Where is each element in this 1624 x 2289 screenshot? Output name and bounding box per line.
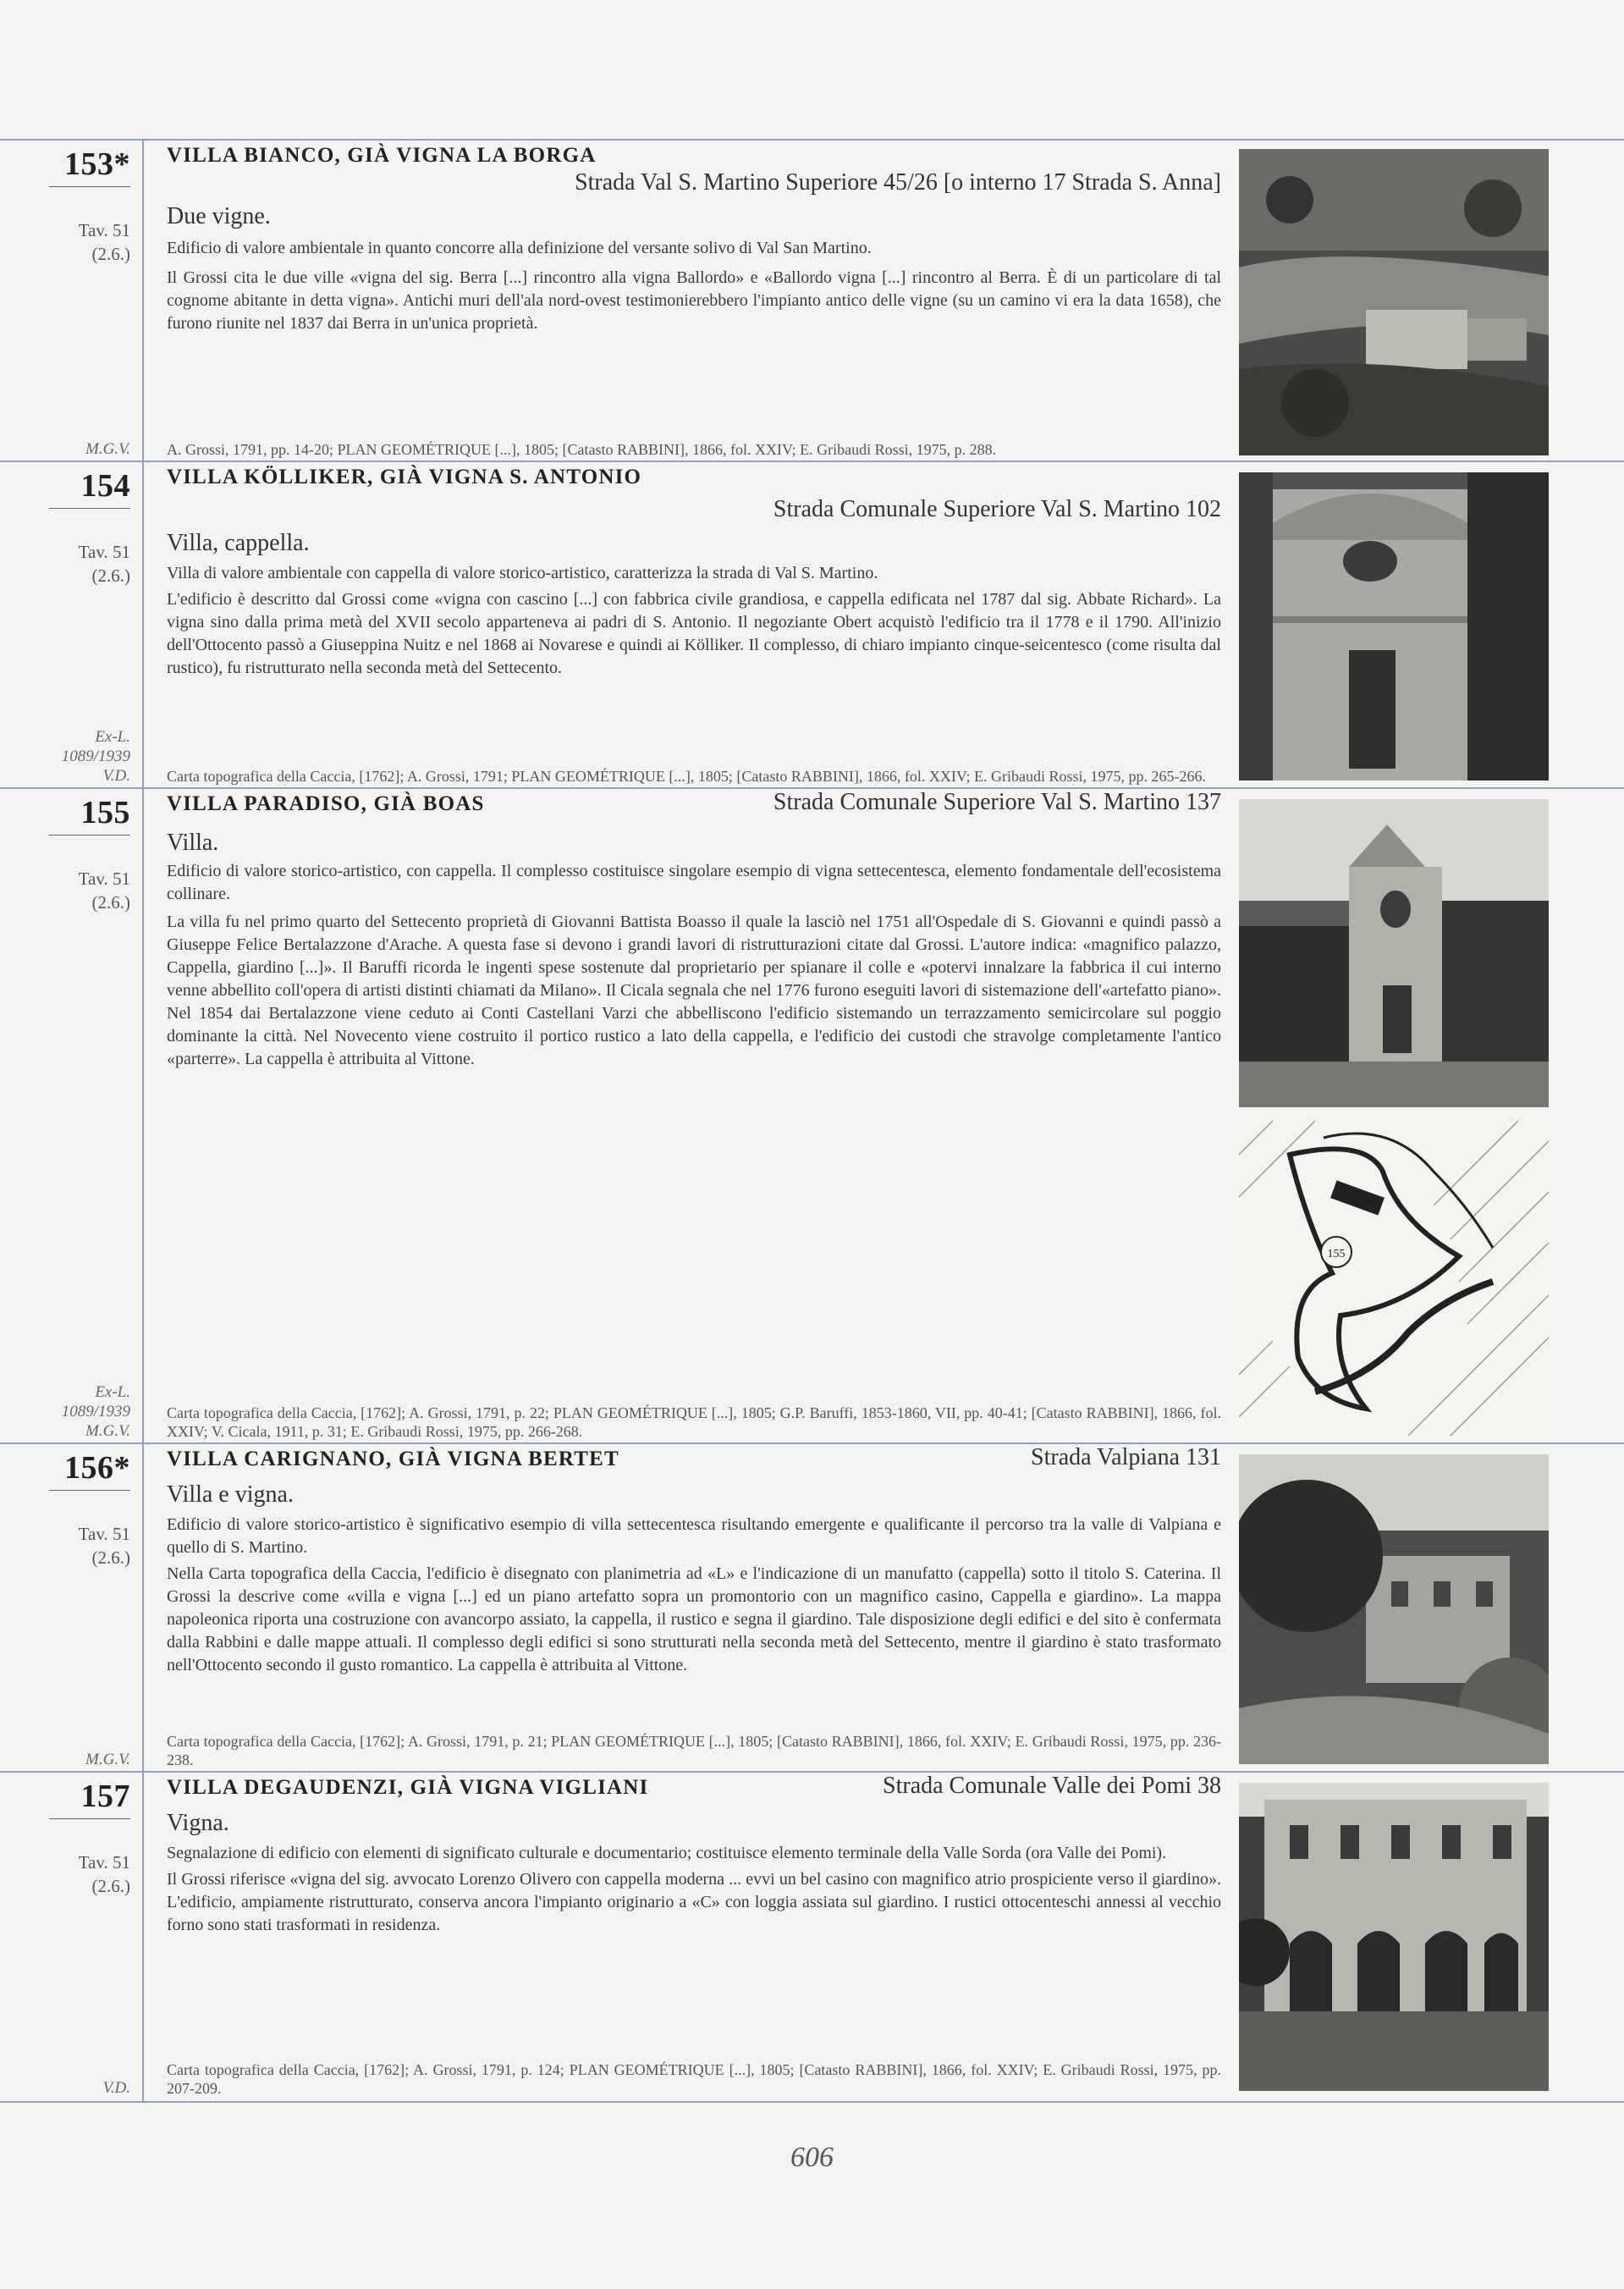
page-number: 606 <box>790 2142 834 2173</box>
entry-sidebar <box>0 462 144 789</box>
plate-reference: Tav. 51 (2.6.) <box>78 1852 130 1896</box>
entry-157 <box>0 1771 1624 2103</box>
paragraph: Nella Carta topografica della Caccia, l'edificio è disegnato con planimetria ad «L» e l'indicazione di un manufatto (cappella) sotto il titolo S. Caterina. Il Grossi la descrive come «villa e vigna [...] ed un piano artefatto sopra un promontorio con un magnifico casino, Cappella e giardino». La mappa napoleonica riporta una costruzione con avancorpo assiato, la cappella, il rustico e segna il giardino. Tale disposizione degli edifici e del sito è confermata dalla Rabbini e dalle mappe attuali. Il complesso degli edifici si sono strutturati nella seconda metà del Settecento, mentre il giardino è stato trasformato nell'Ottocento secondo il gusto romantico. La cappella è attribuita al Vittone. <box>167 1564 1221 1674</box>
plate-reference: Tav. 51 (2.6.) <box>78 542 130 586</box>
paragraph: L'edificio è descritto dal Grossi come «vigna con cascino [...] con fabbrica civile grandiosa, e cappella edificata nel 1787 dal sig. Abbate Richard». La vigna sino dalla prima metà del XVII secolo apparteneva ai padri di S. Antonio. Il negoziante Obert acquistò l'edificio tra il 1778 e il 1790. All'inizio dell'Ottocento passò a Giuseppina Nuitz e nel 1868 ai Novarese e quindi ai Kölliker. Il complesso, di chiaro impianto cinque-seicentesco (come risulta dal rustico), fu ristrutturato nella seconda metà del Settecento. <box>167 590 1221 677</box>
entry-title: VILLA BIANCO, GIÀ VIGNA LA BORGA <box>167 144 597 167</box>
entry-type: Villa e vigna. <box>167 1481 294 1508</box>
entry-address: Strada Comunale Superiore Val S. Martino 137 <box>773 789 1221 815</box>
entry-address: Strada Val S. Martino Superiore 45/26 [o interno 17 Strada S. Anna] <box>575 169 1221 196</box>
site-map <box>1239 1121 1549 1436</box>
entry-content <box>167 1444 1221 1773</box>
author-initials: Ex-L. 1089/1939 V.D. <box>61 728 130 785</box>
paragraph: Villa di valore ambientale con cappella di valore storico-artistico, caratterizza la strada di Val S. Martino. <box>167 564 878 582</box>
entry-address: Strada Valpiana 131 <box>1031 1444 1221 1470</box>
villa-courtyard-photo <box>1239 1783 1549 2091</box>
entry-154 <box>0 461 1624 789</box>
entry-number: 153* <box>49 146 130 187</box>
entry-title: VILLA KÖLLIKER, GIÀ VIGNA S. ANTONIO <box>167 466 642 488</box>
paragraph: Edificio di valore ambientale in quanto concorre alla definizione del versante solivo di Val San Martino. <box>167 239 872 257</box>
villa-garden-photo <box>1239 1454 1549 1764</box>
entry-address: Strada Comunale Superiore Val S. Martino 102 <box>773 496 1221 522</box>
entry-153 <box>0 139 1624 462</box>
entry-content <box>167 141 1221 462</box>
entry-155 <box>0 787 1624 1444</box>
paragraph: Il Grossi cita le due ville «vigna del sig. Berra [...] rincontro alla vigna Ballordo» e «Ballordo vigna [...] rincontro al Berra. È di un particolare di tal cognome abitante in detta vigna». Antichi muri dell'ala nord-ovest testimonierebbero l'impianto antico delle vigne (su un camino vi era la data 1658), che furono riunite nel 1837 dai Berra in un'unica proprietà. <box>167 268 1221 333</box>
entry-type: Due vigne. <box>167 203 271 229</box>
paragraph: Il Grossi riferisce «vigna del sig. avvocato Lorenzo Olivero con cappella moderna ... evvi un bel casino con magnifico atrio prospiciente verso il giardino». L'edificio, ampiamente ristrutturato, conserva ancora l'impianto originario a «C» con loggia assiata sul giardino. I rustici ottocenteschi annessi al vecchio forno sono stati trasformati in residenza. <box>167 1870 1221 1934</box>
entry-references: A. Grossi, 1791, pp. 14-20; PLAN GEOMÉTRIQUE [...], 1805; [Catasto RABBINI], 1866, fol. XXIV; E. Gribaudi Rossi, 1975, p. 288. <box>167 441 997 458</box>
entry-description <box>167 860 1221 1071</box>
map-label: 155 <box>1327 1248 1346 1260</box>
entry-title: VILLA DEGAUDENZI, GIÀ VIGNA VIGLIANI <box>167 1776 649 1799</box>
chapel-photo <box>1239 472 1549 780</box>
entry-type: Vigna. <box>167 1810 229 1836</box>
villa-photo <box>1239 799 1549 1107</box>
author-initials: M.G.V. <box>85 1751 130 1768</box>
plate-reference: Tav. 51 (2.6.) <box>78 869 130 913</box>
entry-number: 154 <box>49 467 130 509</box>
entry-references: Carta topografica della Caccia, [1762]; A. Grossi, 1791, p. 124; PLAN GEOMÉTRIQUE [...], 1805; [Catasto RABBINI], 1866, fol. XXIV; E. Gribaudi Rossi, 1975, pp. 207-209. <box>167 2061 1221 2097</box>
entry-description <box>167 1842 1221 1937</box>
entry-156 <box>0 1442 1624 1773</box>
entry-number: 157 <box>49 1778 130 1819</box>
entry-title: VILLA CARIGNANO, GIÀ VIGNA BERTET <box>167 1448 619 1470</box>
entry-description <box>167 237 1221 335</box>
entry-title: VILLA PARADISO, GIÀ BOAS <box>167 792 485 815</box>
aerial-photo <box>1239 149 1549 455</box>
entry-content <box>167 1773 1221 2101</box>
entry-sidebar <box>0 1444 144 1773</box>
entry-number: 155 <box>49 794 130 836</box>
entry-description <box>167 1514 1221 1677</box>
paragraph: Edificio di valore storico-artistico, con cappella. Il complesso costituisce singolare esempio di vigna settecentesca, elemento fondamentale dell'ecosistema collinare. <box>167 862 1221 903</box>
paragraph: La villa fu nel primo quarto del Settecento proprietà di Giovanni Battista Boasso il quale la lasciò nel 1751 all'Ospedale di S. Giovanni e quindi passò a Giuseppe Felice Bertalazzone d'Arache. A questa fase si devono i grandi lavori di ristrutturazioni citate dal Grossi. L'autore indica: «magnifico palazzo, Cappella, giardino [...]». Il Baruffi ricorda le ingenti spese sostenute dal proprietario per spianare il colle e «potervi innalzare la fabbrica il cui interno venne abbellito coll'opera di artisti distinti chiamati da Milano». Il Cicala segnala che nel 1776 furono eseguiti lavori di sistemazione dell'«artefatto piano». Nel 1854 dai Bertalazzone viene ceduto ai Conti Castellani Varzi che abbelliscono l'edificio sistemando un terrazzamento semicircolare sul poggio dominante la città. Nel Novecento viene costruito il portico rustico a lato della cappella, e l'edificio dei custodi che stravolge completamente l'antico «parterre». La cappella è attribuita al Vittone. <box>167 913 1221 1068</box>
author-initials: M.G.V. <box>85 440 130 458</box>
author-initials: Ex-L. 1089/1939 M.G.V. <box>61 1383 130 1440</box>
entry-content <box>167 462 1221 789</box>
entry-content <box>167 789 1221 1444</box>
entry-type: Villa. <box>167 830 219 856</box>
entry-type: Villa, cappella. <box>167 530 310 556</box>
entry-address: Strada Comunale Valle dei Pomi 38 <box>883 1773 1221 1799</box>
author-initials: V.D. <box>102 2079 130 2097</box>
entry-sidebar <box>0 1773 144 2101</box>
entry-references: Carta topografica della Caccia, [1762]; A. Grossi, 1791; PLAN GEOMÉTRIQUE [...], 1805; [Catasto RABBINI], 1866, fol. XXIV; E. Gribaudi Rossi, 1975, pp. 265-266. <box>167 768 1206 785</box>
plate-reference: Tav. 51 (2.6.) <box>78 1524 130 1568</box>
paragraph: Edificio di valore storico-artistico è significativo esempio di villa settecentesca risultando emergente e qualificante il percorso tra la valle di Valpiana e quello di S. Martino. <box>167 1515 1221 1557</box>
paragraph: Segnalazione di edificio con elementi di significato culturale e documentario; costituisce elemento terminale della Valle Sorda (ora Valle dei Pomi). <box>167 1844 1167 1862</box>
entry-description <box>167 562 1221 680</box>
entry-number: 156* <box>49 1449 130 1491</box>
plate-reference: Tav. 51 (2.6.) <box>78 220 130 264</box>
entry-sidebar <box>0 789 144 1444</box>
entry-sidebar <box>0 141 144 462</box>
entry-references: Carta topografica della Caccia, [1762]; A. Grossi, 1791, p. 22; PLAN GEOMÉTRIQUE [...], 1805; G.P. Baruffi, 1853-1860, VII, pp. 40-41; [Catasto RABBINI], 1866, fol. XXIV; V. Cicala, 1911, p. 31; E. Gribaudi Rossi, 1975, pp. 266-268. <box>167 1404 1221 1440</box>
entry-references: Carta topografica della Caccia, [1762]; A. Grossi, 1791, p. 21; PLAN GEOMÉTRIQUE [...], 1805; [Catasto RABBINI], 1866, fol. XXIV; E. Gribaudi Rossi, 1975, pp. 236-238. <box>167 1733 1221 1768</box>
